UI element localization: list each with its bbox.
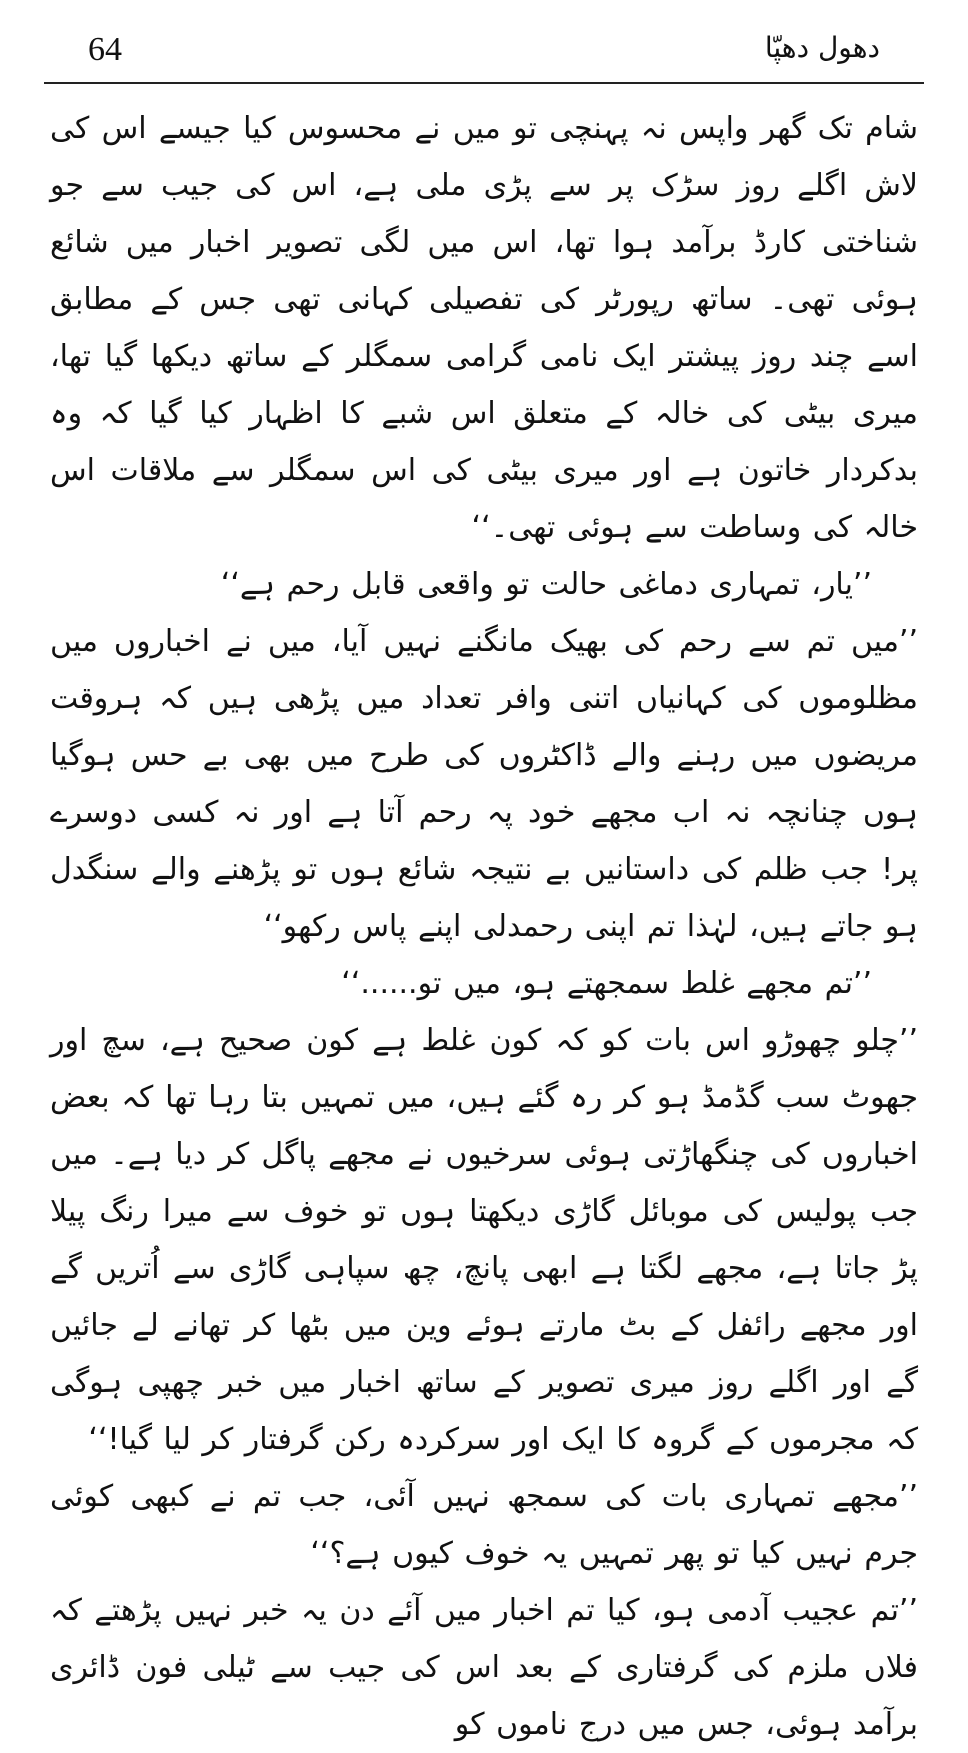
paragraph: ’’یار، تمہاری دماغی حالت تو واقعی قابل رحم ہے‘‘ [220, 567, 872, 602]
header-divider [44, 82, 924, 84]
paragraph: ’’تم عجیب آدمی ہو، کیا تم اخبار میں آئے دن یہ خبر نہیں پڑھتے کہ فلاں ملزم کی گرفتاری کے بعد اس کی جیب سے ٹیلی فون ڈائری برآمد ہوئی، جس میں درج ناموں کو [50, 1593, 918, 1742]
paragraph: ’’میں تم سے رحم کی بھیک مانگنے نہیں آیا، میں نے اخباروں میں مظلوموں کی کہانیاں اتنی وافر تعداد میں پڑھی ہیں کہ ہروقت مریضوں میں رہنے والے ڈاکٹروں کی طرح میں بھی بے حس ہوگیا ہوں چنانچہ نہ اب مجھے خود پہ رحم آتا ہے اور نہ کسی دوسرے پر! جب ظلم کی داستانیں بے نتیجہ شائع ہوں تو پڑھنے والے سنگدل ہو جاتے ہیں، لہٰذا تم اپنی رحمدلی اپنے پاس رکھو‘‘ [50, 624, 918, 944]
paragraph: شام تک گھر واپس نہ پہنچی تو میں نے محسوس کیا جیسے اس کی لاش اگلے روز سڑک پر سے پڑی ملی ہے، اس کی جیب سے جو شناختی کارڈ برآمد ہوا تھا، اس میں لگی تصویر اخبار میں شائع ہوئی تھی۔ ساتھ رپورٹر کی تفصیلی کہانی تھی جس کے مطابق اسے چند روز پیشتر ایک نامی گرامی سمگلر کے ساتھ دیکھا گیا تھا، میری بیٹی کی خالہ کے متعلق اس شبے کا اظہار کیا گیا کہ وہ بدکردار خاتون ہے اور میری بیٹی کی اس سمگلر سے ملاقات اس خالہ کی وساطت سے ہوئی تھی۔‘‘ [50, 111, 918, 545]
paragraph: ’’تم مجھے غلط سمجھتے ہو، میں تو......‘‘ [341, 966, 872, 1001]
body-text [50, 100, 918, 1753]
page-header [48, 18, 920, 70]
paragraph: ’’چلو چھوڑو اس بات کو کہ کون غلط ہے کون صحیح ہے، سچ اور جھوٹ سب گڈمڈ ہو کر رہ گئے ہیں، میں تمہیں بتا رہا تھا کہ بعض اخباروں کی چنگھاڑتی ہوئی سرخیوں نے مجھے پاگل کر دیا ہے۔ میں جب پولیس کی موبائل گاڑی دیکھتا ہوں تو خوف سے میرا رنگ پیلا پڑ جاتا ہے، مجھے لگتا ہے ابھی پانچ، چھ سپاہی گاڑی سے اُتریں گے اور مجھے رائفل کے بٹ مارتے ہوئے وین میں بٹھا کر تھانے لے جائیں گے اور اگلے روز میری تصویر کے ساتھ اخبار میں خبر چھپی ہوگی کہ مجرموں کے گروہ کا ایک اور سرکردہ رکن گرفتار کر لیا گیا!‘‘ [50, 1023, 918, 1457]
running-title: دھول دھپّا [764, 31, 880, 64]
paragraph: ’’مجھے تمہاری بات کی سمجھ نہیں آئی، جب تم نے کبھی کوئی جرم نہیں کیا تو پھر تمہیں یہ خوف کیوں ہے؟‘‘ [50, 1479, 918, 1571]
page-number: 64 [88, 31, 122, 68]
